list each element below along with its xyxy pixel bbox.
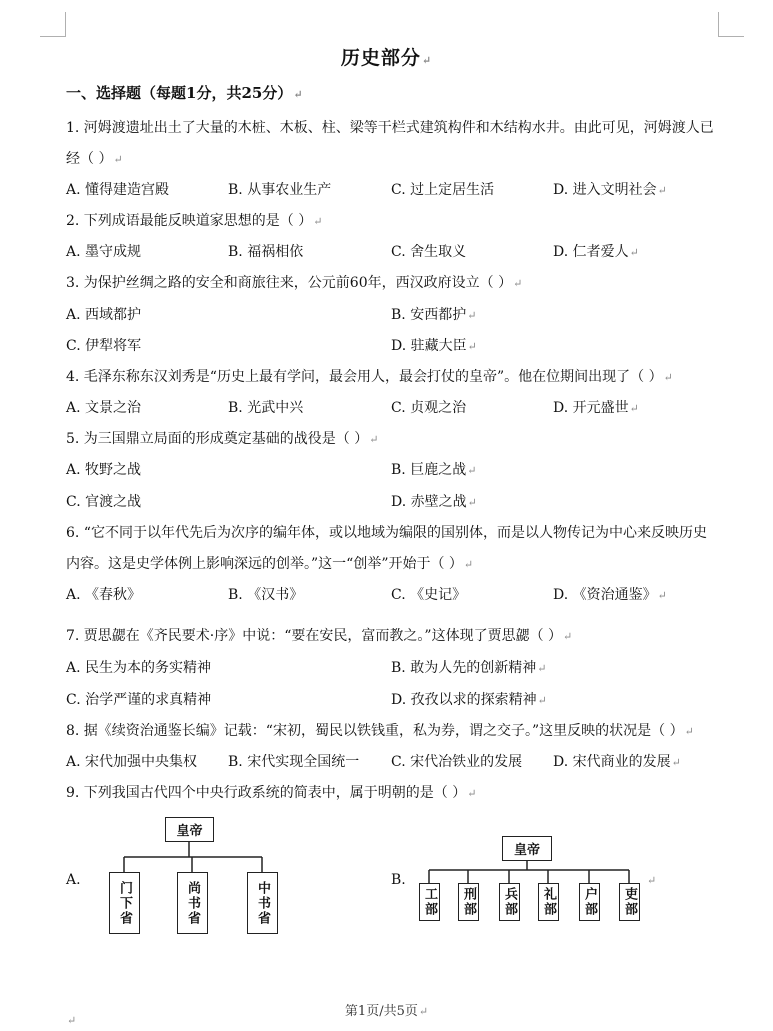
diagram-b-child-1: 工部	[419, 883, 440, 921]
q7-option-d: D. 孜孜以求的探索精神↵	[391, 692, 547, 708]
q3-option-c: C. 伊犁将军	[66, 338, 142, 354]
diagram-a-child-2: 尚书省	[177, 872, 208, 934]
question-6-text-cont: 内容。这是史学体例上影响深远的创举。”这一“创举”开始于（ ）↵	[66, 556, 474, 572]
diagram-b-root-box: 皇帝	[502, 836, 552, 861]
page-footer: 第1页/共5页↵	[344, 1004, 429, 1019]
question-8-text: 8. 据《续资治通鉴长编》记载：“宋初，蜀民以铁钱重，私为券，谓之交子。”这里反映的状况是（ ）↵	[66, 723, 694, 739]
question-4-text: 4. 毛泽东称东汉刘秀是“历史上最有学问，最会用人，最会打仗的皇帝”。他在位期间出现了（ ）↵	[66, 369, 673, 385]
q8-option-c: C. 宋代冶铁业的发展	[391, 754, 523, 770]
end-para-mark: ↵	[67, 1014, 77, 1027]
diagram-b-child-5: 户部	[579, 883, 600, 921]
q4-option-d: D. 开元盛世↵	[553, 400, 639, 416]
q9-option-b-label: B.	[391, 872, 406, 888]
diagram-b-child-3: 兵部	[499, 883, 520, 921]
question-9-text: 9. 下列我国古代四个中央行政系统的简表中，属于明朝的是（ ）↵	[66, 785, 477, 801]
q6-option-a: A. 《春秋》	[66, 587, 142, 603]
q3-option-b: B. 安西都护↵	[391, 307, 477, 323]
q6-option-b: B. 《汉书》	[228, 587, 304, 603]
q9-option-a-label: A.	[66, 872, 81, 888]
q8-option-b: B. 宋代实现全国统一	[228, 754, 360, 770]
q5-option-b: B. 巨鹿之战↵	[391, 462, 477, 478]
q7-option-c: C. 治学严谨的求真精神	[66, 692, 212, 708]
q3-option-d: D. 驻藏大臣↵	[391, 338, 477, 354]
q3-option-a: A. 西域都护	[66, 307, 142, 323]
q1-option-d: D. 进入文明社会↵	[553, 182, 667, 198]
question-2-text: 2. 下列成语最能反映道家思想的是（ ）↵	[66, 213, 323, 229]
question-1-text-cont: 经（ ）↵	[66, 151, 123, 167]
q2-option-c: C. 舍生取义	[391, 244, 467, 260]
diagram-b-child-4: 礼部	[538, 883, 559, 921]
q1-option-a: A. 懂得建造宫殿	[66, 182, 170, 198]
diagram-b-para-mark: ↵	[647, 874, 657, 887]
q1-option-c: C. 过上定居生活	[391, 182, 495, 198]
question-7-text: 7. 贾思勰在《齐民要术·序》中说：“要在安民，富而教之。”这体现了贾思勰（ ）↵	[66, 628, 573, 644]
diagram-a-root-box: 皇帝	[165, 817, 214, 842]
q4-option-b: B. 光武中兴	[228, 400, 304, 416]
q2-option-d: D. 仁者爱人↵	[553, 244, 639, 260]
q8-option-d: D. 宋代商业的发展↵	[553, 754, 681, 770]
diagram-b-child-6: 吏部	[619, 883, 640, 921]
diagram-a-child-1: 门下省	[109, 872, 140, 934]
q5-option-c: C. 官渡之战	[66, 494, 142, 510]
q5-option-a: A. 牧野之战	[66, 462, 142, 478]
q6-option-d: D. 《资治通鉴》↵	[553, 587, 667, 603]
page-title: 历史部分↵	[340, 47, 433, 69]
section-heading: 一、选择题（每题1分，共25分）↵	[66, 84, 303, 102]
question-5-text: 5. 为三国鼎立局面的形成奠定基础的战役是（ ）↵	[66, 431, 379, 447]
q1-option-b: B. 从事农业生产	[228, 182, 332, 198]
question-1-text: 1. 河姆渡遗址出土了大量的木桩、木板、柱、梁等干栏式建筑构件和木结构水井。由此可见，河姆渡人已	[66, 120, 714, 136]
q7-option-a: A. 民生为本的务实精神	[66, 660, 212, 676]
question-3-text: 3. 为保护丝绸之路的安全和商旅往来，公元前60年，西汉政府设立（ ）↵	[66, 275, 523, 291]
q2-option-b: B. 福祸相依	[228, 244, 304, 260]
q6-option-c: C. 《史记》	[391, 587, 467, 603]
diagram-a-child-3: 中书省	[247, 872, 278, 934]
q7-option-b: B. 敢为人先的创新精神↵	[391, 660, 547, 676]
q8-option-a: A. 宋代加强中央集权	[66, 754, 198, 770]
q4-option-a: A. 文景之治	[66, 400, 142, 416]
q5-option-d: D. 赤壁之战↵	[391, 494, 477, 510]
diagram-b-child-2: 刑部	[458, 883, 479, 921]
question-6-text: 6. “它不同于以年代先后为次序的编年体，或以地域为编限的国别体，而是以人物传记为中心来反映历史	[66, 525, 707, 541]
q2-option-a: A. 墨守成规	[66, 244, 142, 260]
q4-option-c: C. 贞观之治	[391, 400, 467, 416]
